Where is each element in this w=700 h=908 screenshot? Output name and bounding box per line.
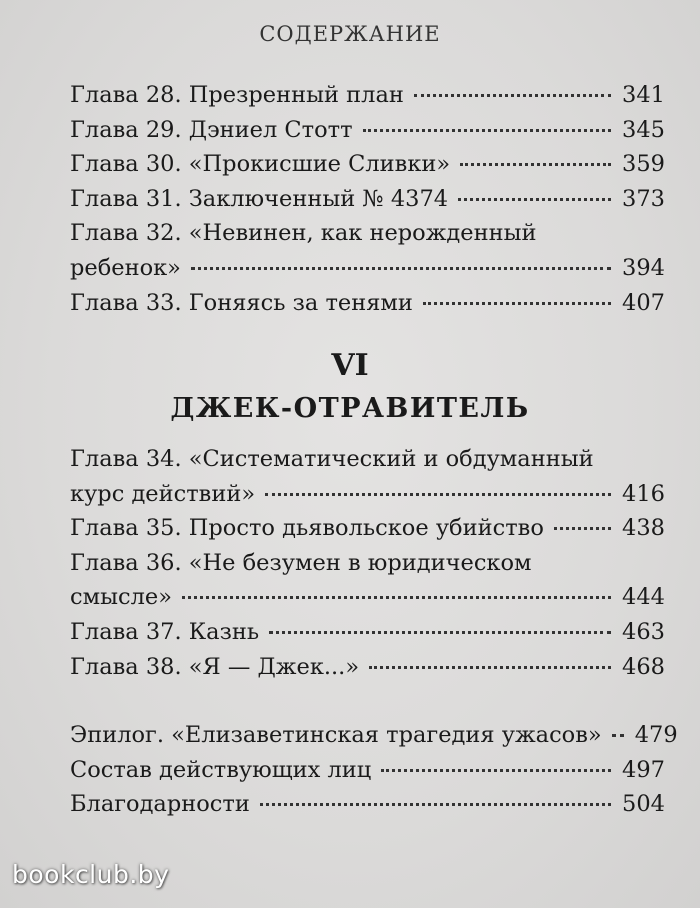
- toc-entry-title: Глава 34. «Систематический и обдуманный: [70, 446, 594, 472]
- dot-leader: [269, 631, 611, 634]
- toc-entry-page: 468: [622, 653, 665, 680]
- toc-entry-ch30: [70, 147, 665, 182]
- toc-entry-title: Глава 32. «Невинен, как нерожденный: [70, 220, 537, 247]
- toc-entry-page: 444: [622, 584, 665, 611]
- toc-entry-title: Глава 37. Казнь: [70, 618, 260, 645]
- toc-entry-title-cont: курс действий»: [70, 480, 256, 507]
- dot-leader: [182, 596, 611, 599]
- toc-entry-title: Глава 36. «Не безумен в юридическом: [70, 549, 532, 576]
- toc-entry-ch32-line2: [70, 251, 665, 286]
- toc-entry-ch29: [70, 113, 665, 148]
- toc-entry-page: 416: [622, 480, 665, 507]
- toc-entry-title: Глава 38. «Я — Джек...»: [70, 653, 360, 680]
- toc-entry-page: 407: [622, 289, 665, 316]
- toc-entry-title: Глава 35. Просто дьявольское убийство: [70, 515, 544, 542]
- toc-entry-title-cont: смысле»: [70, 584, 172, 611]
- toc-entry-page: 497: [622, 756, 665, 783]
- toc-entry-ch36-line2: [70, 580, 665, 615]
- toc-entry-ch36-line1: [70, 546, 665, 581]
- toc-entry-page: 359: [622, 151, 665, 178]
- dot-leader: [554, 527, 611, 530]
- toc-entry-ch31: [70, 182, 665, 217]
- toc-entry-page: 463: [622, 618, 665, 645]
- toc-entry-title: Благодарности: [70, 791, 250, 818]
- toc-entry-title: Глава 28. Презренный план: [70, 82, 404, 108]
- part-number: VI: [331, 348, 369, 383]
- toc-entry-title: Состав действующих лиц: [70, 756, 372, 783]
- dot-leader: [612, 734, 624, 737]
- dot-leader: [265, 493, 611, 496]
- toc-entry-ch34-line1: [70, 442, 665, 477]
- toc-entry-cast: [70, 753, 665, 788]
- toc-entry-ch37: [70, 615, 665, 650]
- toc-entry-page: 394: [622, 254, 665, 281]
- toc-entry-ch28: [70, 78, 665, 113]
- dot-leader: [191, 267, 611, 270]
- toc-entry-page: 479: [634, 722, 678, 748]
- watermark: bookclub.by: [12, 860, 170, 889]
- toc-entry-page: 373: [622, 185, 665, 212]
- toc-section-2: [70, 442, 665, 684]
- dot-leader: [363, 129, 611, 132]
- dot-leader: [458, 198, 611, 201]
- toc-entry-ch35: [70, 511, 665, 546]
- toc-section-3: [70, 718, 678, 822]
- toc-entry-title: Глава 29. Дэниел Стотт: [70, 116, 353, 143]
- toc-entry-ch34-line2: [70, 477, 665, 512]
- dot-leader: [460, 163, 611, 166]
- part-title: ДЖЕК-ОТРАВИТЕЛЬ: [170, 393, 530, 424]
- toc-entry-epilogue: [70, 718, 678, 753]
- toc-entry-page: 438: [622, 515, 665, 542]
- toc-entry-page: 341: [622, 82, 665, 108]
- toc-entry-ch38: [70, 650, 665, 685]
- toc-entry-ch32-line1: [70, 216, 665, 251]
- toc-entry-title-cont: ребенок»: [70, 254, 181, 281]
- toc-entry-page: 345: [622, 116, 665, 143]
- toc-section-1: [70, 78, 665, 320]
- dot-leader: [260, 803, 611, 806]
- toc-entry-title: Глава 30. «Прокисшие Сливки»: [70, 151, 451, 178]
- toc-entry-title: Эпилог. «Елизаветинская трагедия ужасов»: [70, 722, 602, 748]
- dot-leader: [381, 769, 611, 772]
- dot-leader: [369, 666, 611, 669]
- running-head: СОДЕРЖАНИЕ: [259, 22, 441, 46]
- dot-leader: [423, 302, 611, 305]
- toc-entry-ch33: [70, 286, 665, 321]
- toc-entry-title: Глава 31. Заключенный № 4374: [70, 185, 449, 212]
- toc-entry-title: Глава 33. Гоняясь за тенями: [70, 289, 413, 316]
- toc-entry-acknowledgements: [70, 787, 665, 822]
- toc-entry-page: 504: [622, 791, 665, 818]
- dot-leader: [414, 94, 611, 97]
